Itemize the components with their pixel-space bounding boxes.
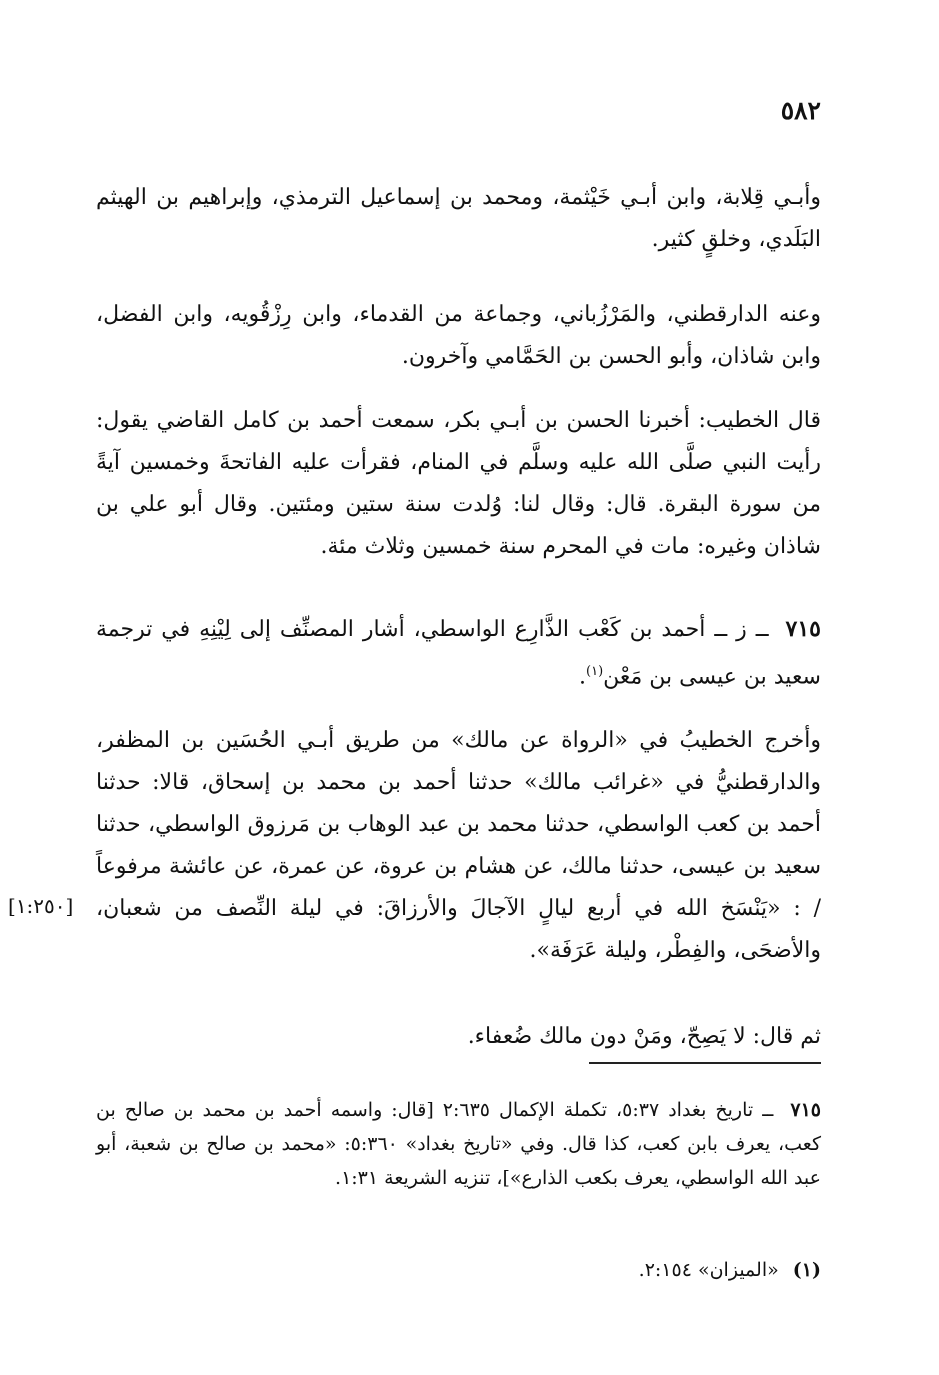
entry-end: . xyxy=(579,664,587,690)
footnote-1-text: ــ تاريخ بغداد ٥:٣٧، تكملة الإكمال ٢:٦٣٥ [قال: واسمه أحمد بن محمد بن صالح بن كعب، يعرف بابن كعب، كذا قال. وفي «تاريخ بغداد» ٥:٣٦٠: «محمد بن صالح بن شعبة، أبو عبد الله الواسطي، يعرف بكعب الذارع»]، تنزيه الشريعة ١:٣١. xyxy=(96,1099,821,1189)
entry-715 xyxy=(96,608,821,698)
page-number: ٥٨٢ xyxy=(780,96,821,125)
margin-reference: [١:٢٥٠] xyxy=(8,894,74,918)
paragraph-2: وعنه الدارقطني، والمَرْزُباني، وجماعة من القدماء، وابن رِزْقُويه، وابن الفضل، وابن شاذان، وأبو الحسن بن الحَمَّامي وآخرون. xyxy=(96,302,821,369)
paragraph-3: قال الخطيب: أخبرنا الحسن بن أبـي بكر، سمعت أحمد بن كامل القاضي يقول: رأيت النبي صلَّى الله عليه وسلَّم في المنام، فقرأت عليه الفاتحةَ وخمسين آيةً من سورة البقرة. قال: وقال لنا: وُلدت سنة ستين ومئتين. وقال أبو علي بن شاذان وغيره: مات في المحرم سنة خمسين وثلاث مئة. xyxy=(96,408,821,559)
footnote-2 xyxy=(96,1253,821,1287)
footnote-1 xyxy=(96,1093,821,1195)
entry-text: ــ ز ــ أحمد بن كَعْب الذَّارِع الواسطي، أشار المصنِّف إلى لِيْنِهِ في ترجمة سعيد بن عيسى بن مَعْن xyxy=(96,617,821,690)
paragraph-1: وأبـي قِلابة، وابن أبـي خَيْثمة، ومحمد بن إسماعيل الترمذي، وإبراهيم بن الهيثم البَلَدي، وخلقٍ كثير. xyxy=(96,185,821,252)
footnote-2-number: (١) xyxy=(792,1259,821,1281)
footnote-1-number: ٧١٥ xyxy=(790,1099,821,1121)
footnote-2-text: «الميزان» ٢:١٥٤. xyxy=(638,1259,779,1281)
footnote-marker: (١) xyxy=(586,664,604,679)
paragraph-6: ثم قال: لا يَصِحّ، ومَنْ دون مالك ضُعفاء. xyxy=(467,1024,821,1049)
footnote-separator xyxy=(589,1062,821,1064)
paragraph-5: وأخرج الخطيبُ في «الرواة عن مالك» من طريق أبـي الحُسَين بن المظفر، والدارقطنيُّ في «غرائب مالك» حدثنا أحمد بن محمد بن إسحاق، قالا: حدثنا أحمد بن كعب الواسطي، حدثنا محمد بن عبد الوهاب بن مَرزوق الواسطي، حدثنا سعيد بن عيسى، حدثنا مالك، عن هشام بن عروة، عن عمرة، عن عائشة مرفوعاً / : «يَنْسَخ الله في أربع ليالٍ الآجالَ والأرزاقَ: في ليلة النِّصف من شعبان، والأضحَى، والفِطْر، وليلة عَرَفَة». xyxy=(96,728,821,963)
entry-number: ٧١٥ xyxy=(785,616,821,642)
